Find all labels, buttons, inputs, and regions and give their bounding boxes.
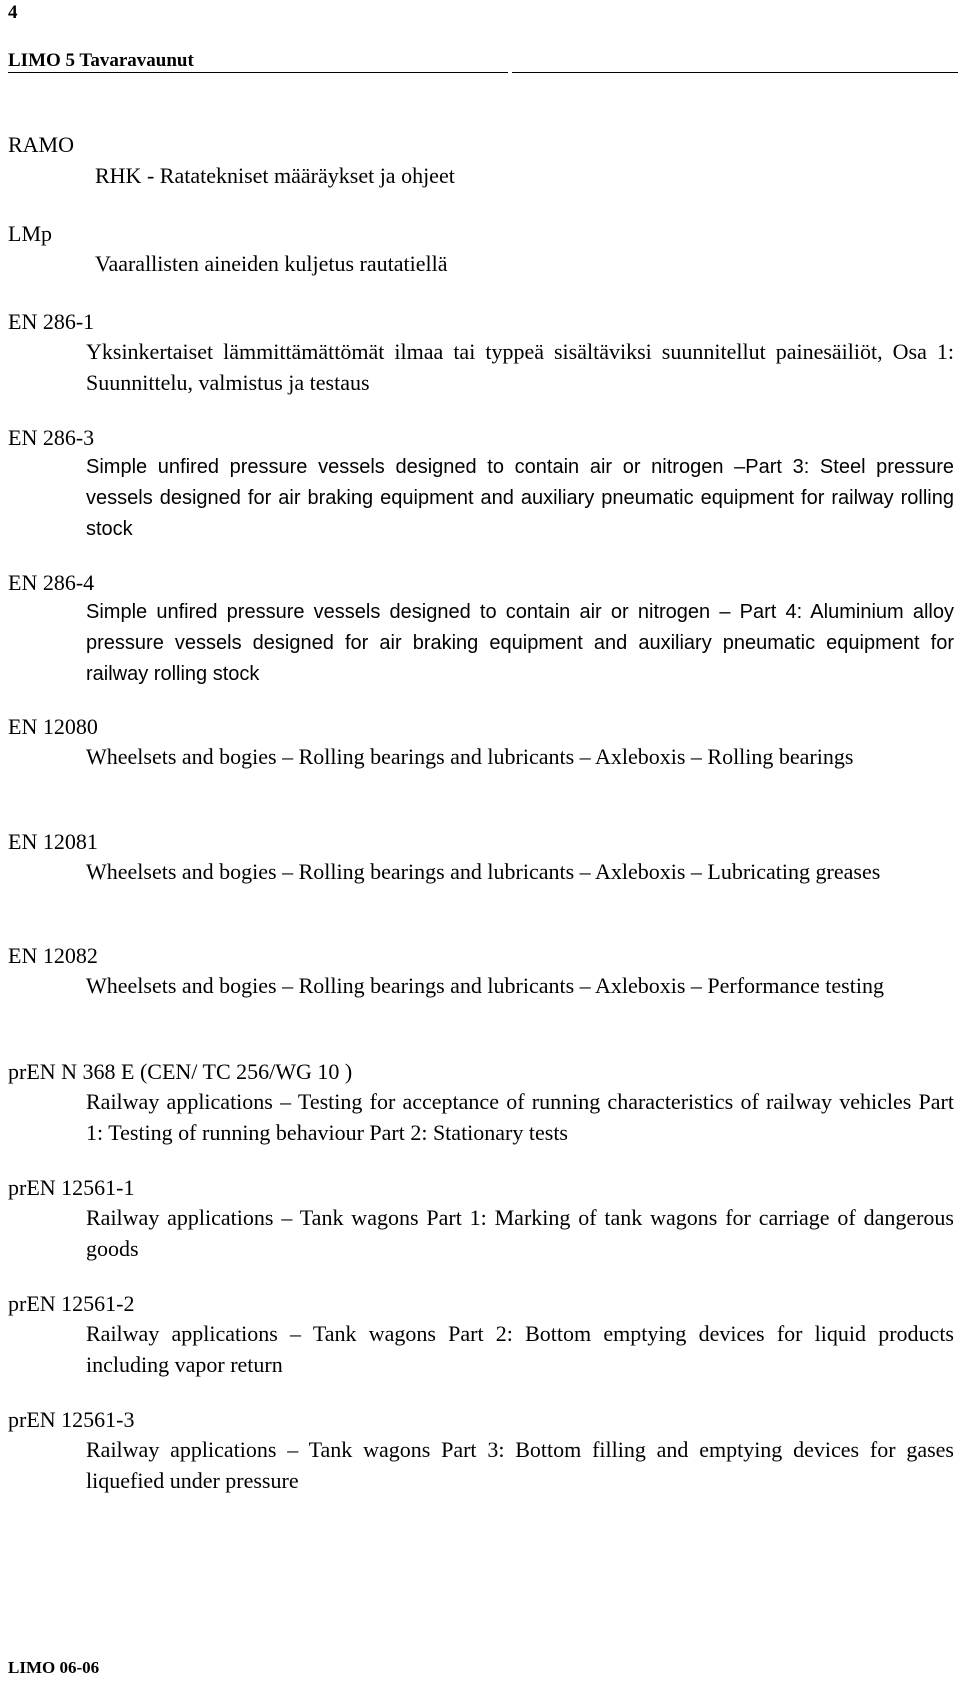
entry-description-pren-12561-2: Railway applications – Tank wagons Part 2: Bottom emptying devices for liquid products including vapor return <box>86 1321 954 1377</box>
entry-description-en-12080: Wheelsets and bogies – Rolling bearings and lubricants – Axleboxis – Rolling bearings <box>86 744 854 769</box>
entry-code-en-12081: EN 12081 <box>8 829 98 854</box>
header-rule-right <box>512 72 958 73</box>
entry-code-en-12080: EN 12080 <box>8 714 98 739</box>
header-rule-left <box>8 72 508 73</box>
document-footer: LIMO 06-06 <box>8 1658 100 1677</box>
entry-description-pren-12561-3: Railway applications – Tank wagons Part 3: Bottom filling and emptying devices for gases liquefied under pressure <box>86 1437 954 1493</box>
entry-description-en-12081: Wheelsets and bogies – Rolling bearings and lubricants – Axleboxis – Lubricating greases <box>86 859 881 884</box>
entry-code-en-286-1: EN 286-1 <box>8 309 95 334</box>
entry-code-en-286-4: EN 286-4 <box>8 570 95 595</box>
entry-code-lmp: LMp <box>8 221 52 246</box>
entry-code-pren-12561-3: prEN 12561-3 <box>8 1407 135 1432</box>
entry-code-pren-12561-1: prEN 12561-1 <box>8 1175 135 1200</box>
entry-description-lmp: Vaarallisten aineiden kuljetus rautatiellä <box>95 251 448 276</box>
entry-description-pren-12561-1: Railway applications – Tank wagons Part 1: Marking of tank wagons for carriage of dangerous goods <box>86 1205 954 1261</box>
entry-code-ramo: RAMO <box>8 132 75 157</box>
entry-code-en-12082: EN 12082 <box>8 943 98 968</box>
entry-description-en-12082: Wheelsets and bogies – Rolling bearings and lubricants – Axleboxis – Performance testing <box>86 973 884 998</box>
entry-code-pren-n-368-e: prEN N 368 E (CEN/ TC 256/WG 10 ) <box>8 1059 353 1084</box>
page-number: 4 <box>8 2 18 23</box>
document-header-title: LIMO 5 Tavaravaunut <box>8 50 194 71</box>
entry-description-en-286-3: Simple unfired pressure vessels designed to contain air or nitrogen –Part 3: Steel pressure vessels designed for air braking equipment and auxiliary pneumatic equipment for railway rolling stock <box>86 456 954 540</box>
entry-description-en-286-1: Yksinkertaiset lämmittämättömät ilmaa tai typpeä sisältäviksi suunnitellut painesäiliöt, Osa 1: Suunnittelu, valmistus ja testaus <box>86 339 954 395</box>
entry-code-en-286-3: EN 286-3 <box>8 425 95 450</box>
entry-description-ramo: RHK - Ratatekniset määräykset ja ohjeet <box>95 163 455 188</box>
entry-description-en-286-4: Simple unfired pressure vessels designed to contain air or nitrogen – Part 4: Aluminium alloy pressure vessels designed for air braking equipment and auxiliary pneumatic equipment for railway rolling stock <box>86 601 954 685</box>
entry-code-pren-12561-2: prEN 12561-2 <box>8 1291 135 1316</box>
entry-description-pren-n-368-e: Railway applications – Testing for acceptance of running characteristics of railway vehicles Part 1: Testing of running behaviour Part 2: Stationary tests <box>86 1089 954 1145</box>
